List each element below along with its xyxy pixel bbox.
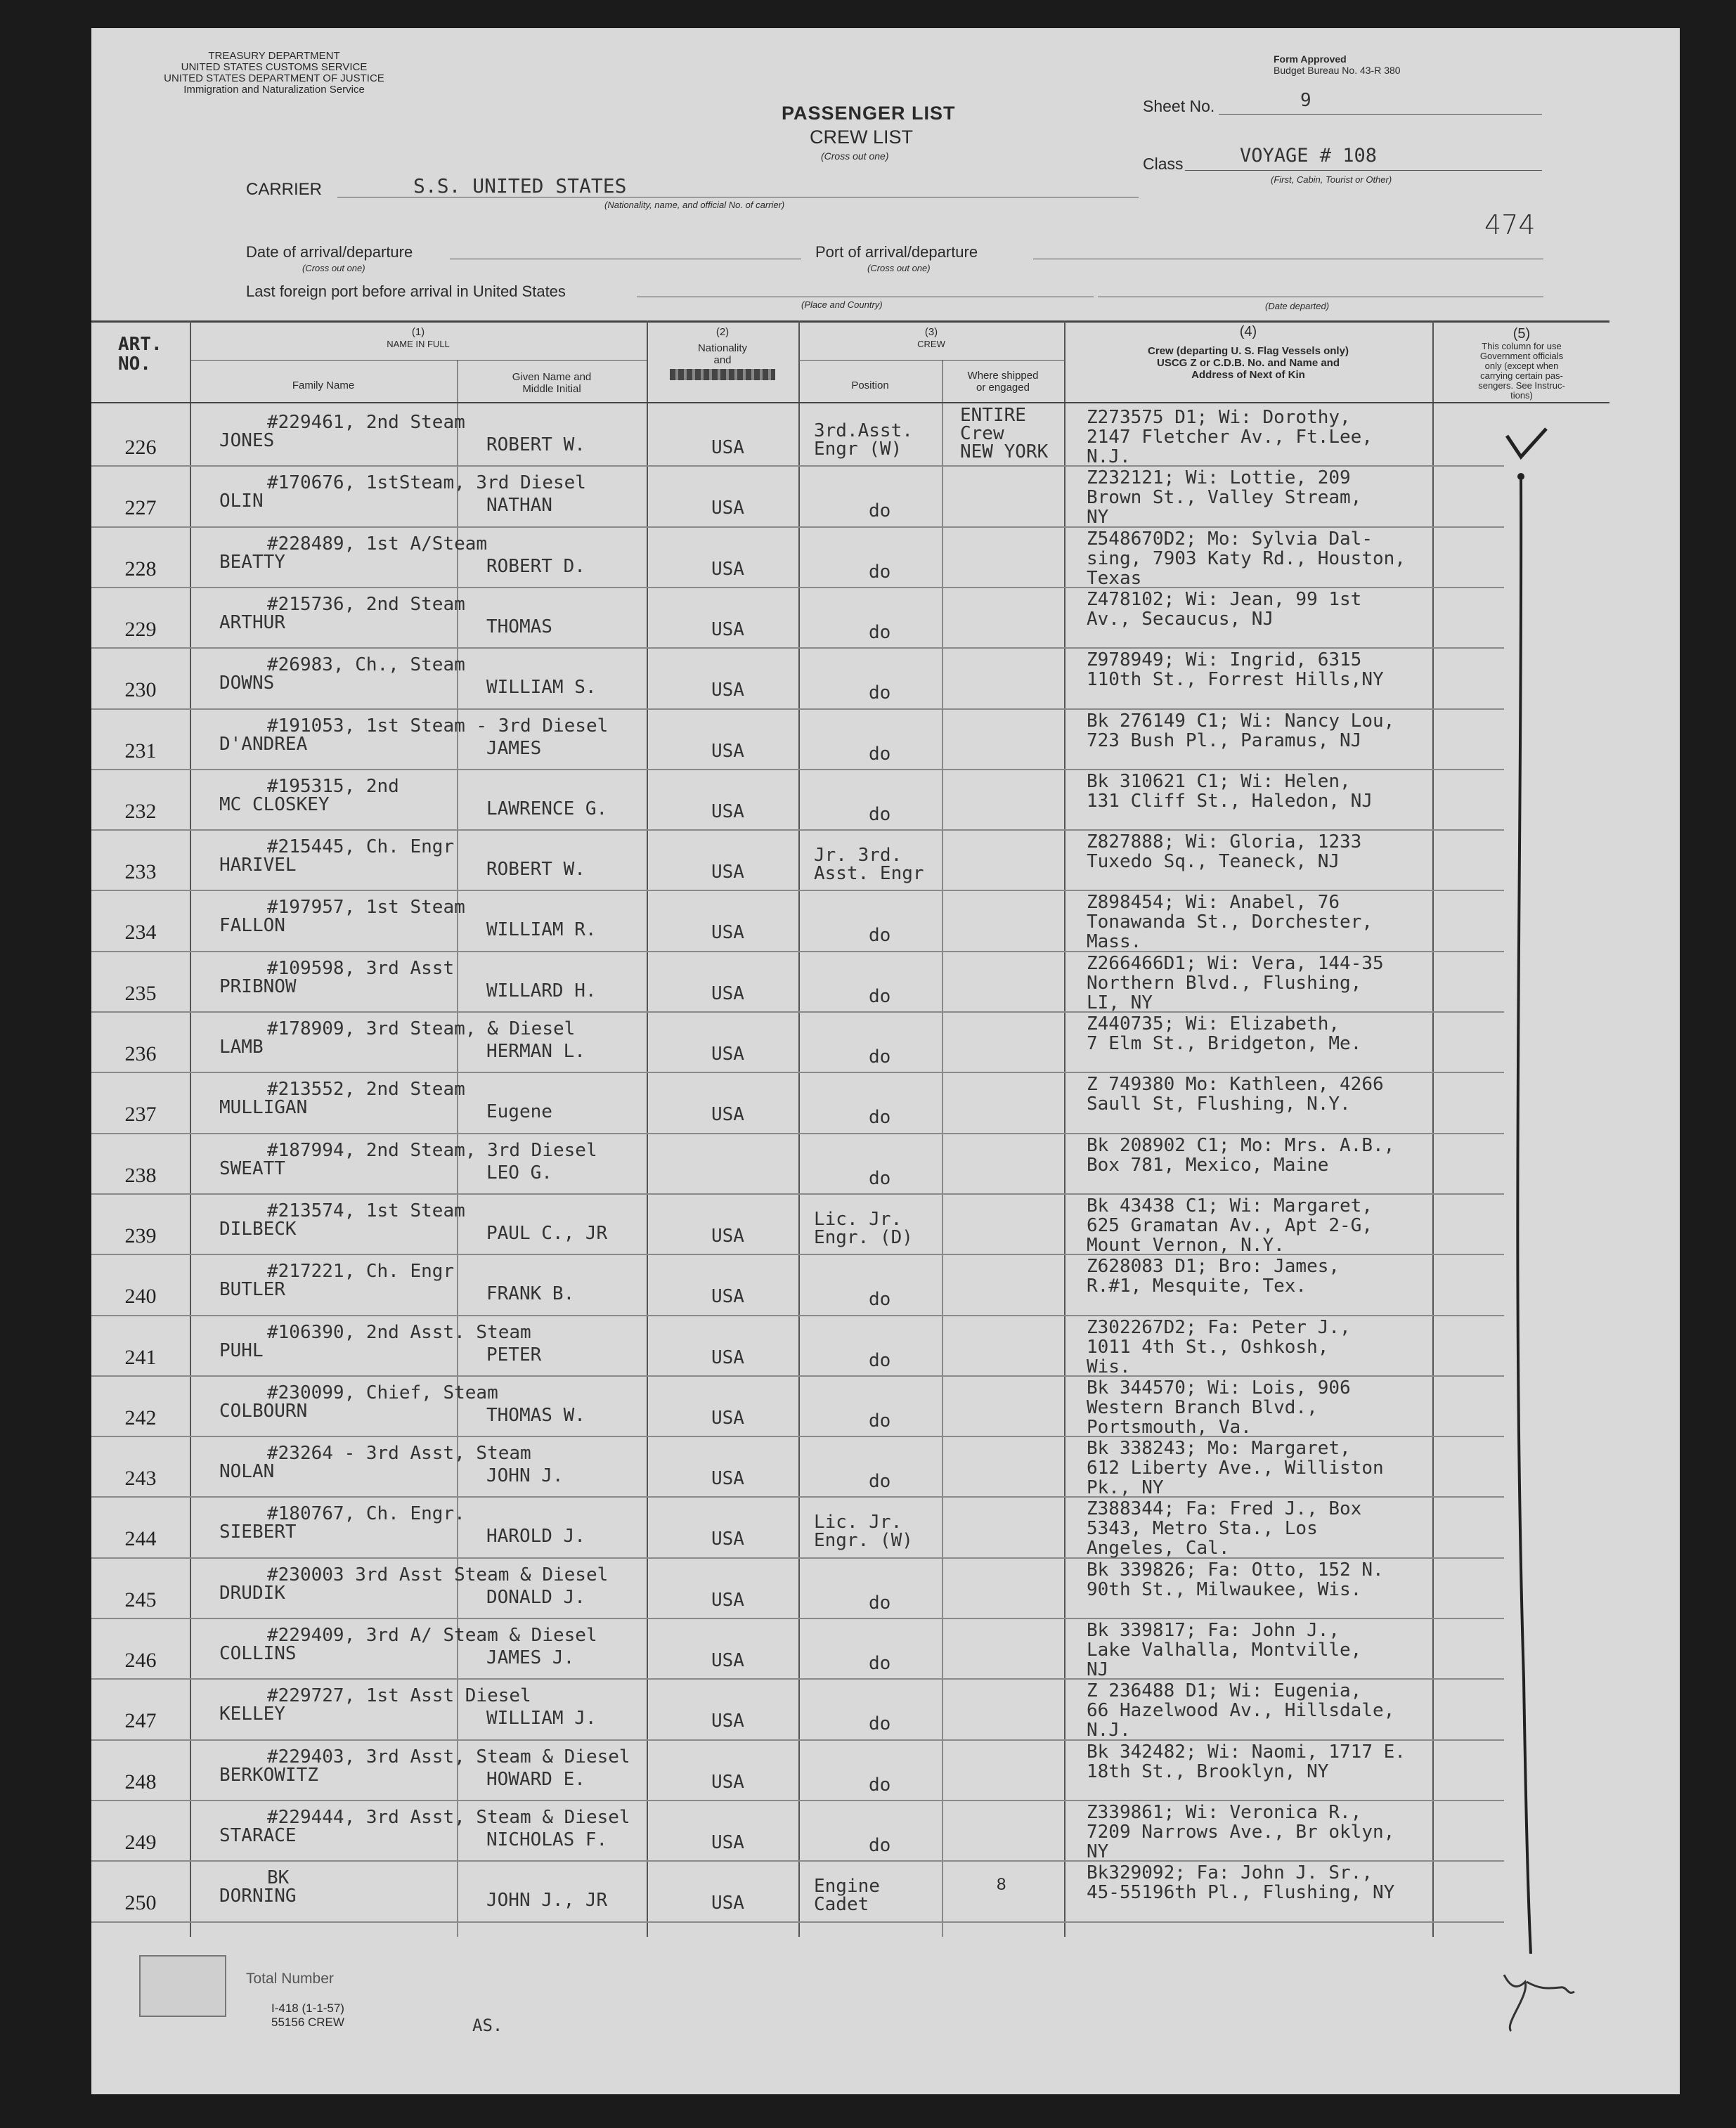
family-name: JONES [219,430,275,451]
position-header: Position [851,379,889,391]
nationality: USA [711,1529,744,1550]
art-number: 229 [124,617,157,641]
where-header [942,370,1064,394]
position: Lic. Jr. Engr. (D) [814,1208,913,1248]
given-name: HERMAN L. [486,1041,585,1062]
sheet-number: 9 [1300,90,1311,111]
next-of-kin: Z827888; Wi: Gloria, 1233 Tuxedo Sq., Teaneck, NJ [1087,831,1362,873]
col-divider-name [190,320,191,1937]
given-name: THOMAS W. [486,1404,585,1426]
col2-header [647,326,798,380]
col5-line: only (except when [1484,361,1559,371]
position: do [869,1107,891,1129]
given-name: NATHAN [486,495,552,517]
license-and-rating: #229444, 3rd Asst, Steam & Diesel [267,1806,630,1828]
nationality: USA [711,862,744,883]
next-of-kin: Z898454; Wi: Anabel, 76 Tonawanda St., Dorchester, Mass. [1087,892,1373,953]
license-and-rating: #230099, Chief, Steam [267,1382,498,1403]
row-divider [91,647,1504,649]
nationality: USA [711,1711,744,1732]
art-number: 242 [124,1406,157,1429]
given-name: JAMES J. [486,1647,575,1668]
row-divider [91,1618,1504,1619]
where-line: Where shipped [967,370,1039,382]
class-value: VOYAGE # 108 [1240,145,1378,167]
next-of-kin: Z628083 D1; Bro: James, R.#1, Mesquite, Tex. [1087,1256,1340,1297]
family-name: SWEATT [219,1157,285,1179]
total-number-box [139,1955,226,2017]
col3-header [798,326,1064,350]
total-number-label: Total Number [246,1971,334,1987]
class-label: Class [1143,155,1184,173]
position: do [869,500,891,522]
page-mark: 8 [997,1875,1006,1894]
nationality: USA [711,1225,744,1247]
subheader-line-1 [190,360,647,361]
nationality: USA [711,1347,744,1368]
row-divider [91,1921,1504,1923]
header-bottom-border [91,402,1609,403]
row-divider [91,769,1504,770]
given-name: Eugene [486,1101,552,1123]
col2-number: (2) [715,326,730,338]
class-underline [1185,170,1542,171]
position: Lic. Jr. Engr. (W) [814,1512,913,1552]
col3-title: CREW [917,339,945,349]
family-name: PUHL [219,1339,264,1361]
art-number: 244 [124,1527,157,1551]
art-number: 234 [124,921,157,945]
family-name: ARTHUR [219,611,285,633]
position: do [869,1774,891,1796]
nationality: USA [711,1468,744,1490]
license-and-rating: #197957, 1st Steam [267,897,465,919]
col1-number: (1) [411,326,425,338]
nationality: USA [711,437,744,458]
given-name: ROBERT D. [486,555,585,577]
license-and-rating: #230003 3rd Asst Steam & Diesel [267,1564,609,1585]
col4-line: Address of Next of Kin [1191,369,1305,381]
class-hint: (First, Cabin, Tourist or Other) [1271,174,1392,185]
art-number: 239 [124,1224,157,1247]
agency-line: UNITED STATES DEPARTMENT OF JUSTICE [164,72,384,84]
license-and-rating: #195315, 2nd [267,775,399,797]
position: Engine Cadet [814,1876,880,1916]
art-number: 238 [124,1163,157,1187]
position: do [869,925,891,947]
agency-line: UNITED STATES CUSTOMS SERVICE [181,61,368,73]
family-name: COLBOURN [219,1400,308,1422]
col3-number: (3) [924,326,938,338]
art-number: 240 [124,1285,157,1309]
nationality: USA [711,1044,744,1065]
passenger-list-title: PASSENGER LIST [782,103,956,124]
art-number: 245 [124,1588,157,1611]
art-number: 246 [124,1649,157,1672]
carrier-label: CARRIER [246,180,323,199]
nationality: USA [711,618,744,640]
col-divider-crew [798,320,800,1937]
given-name: NICHOLAS F. [486,1829,608,1850]
position: do [869,1713,891,1735]
nationality: USA [711,1831,744,1853]
given-name: PAUL C., JR [486,1222,608,1244]
given-name: WILLIAM R. [486,919,597,941]
col-divider-position [942,360,943,1937]
family-name: BUTLER [219,1279,285,1301]
position: do [869,1471,891,1493]
given-name: JAMES [486,737,542,759]
family-name: DRUDIK [219,1582,285,1604]
nationality: USA [711,498,744,519]
position: do [869,1410,891,1432]
art-number: 237 [124,1103,157,1127]
given-name: DONALD J. [486,1586,585,1608]
next-of-kin: Bk 339826; Fa: Otto, 152 N. 90th St., Milwaukee, Wis. [1087,1559,1384,1600]
license-and-rating: #229461, 2nd Steam [267,412,465,433]
nationality: USA [711,982,744,1004]
given-name: LAWRENCE G. [486,798,608,819]
table-top-border [91,320,1609,323]
row-divider [91,890,1504,891]
family-name: DORNING [219,1886,297,1907]
license-and-rating: BK [267,1867,290,1889]
art-number: 249 [124,1830,157,1854]
art-number: 233 [124,860,157,884]
next-of-kin: Bk 338243; Mo: Margaret, 612 Liberty Ave., Williston Pk., NY [1087,1438,1384,1499]
position: do [869,621,891,643]
position: do [869,985,891,1007]
given-name: LEO G. [486,1162,552,1183]
date-departed-hint: (Date departed) [1265,301,1330,311]
col1-title: NAME IN FULL [387,339,450,349]
nationality: USA [711,1407,744,1429]
row-divider [91,829,1504,831]
license-and-rating: #180767, Ch. Engr. [267,1503,465,1525]
col4-line: USCG Z or C.D.B. No. and Name and [1156,357,1340,369]
col2-struck-text [670,369,775,380]
license-and-rating: #109598, 3rd Asst [267,957,455,979]
license-and-rating: #106390, 2nd Asst. Steam [267,1321,531,1343]
given-name: FRANK B. [486,1283,575,1305]
family-name: COLLINS [219,1643,297,1664]
art-no-header [118,335,181,374]
position: Jr. 3rd. Asst. Engr [814,845,924,885]
carrier-value: S.S. UNITED STATES [413,174,627,197]
position: do [869,743,891,765]
license-and-rating: #191053, 1st Steam - 3rd Diesel [267,715,609,737]
family-name: DOWNS [219,673,275,694]
nationality: USA [711,740,744,762]
date-label: Date of arrival/departure [246,243,413,261]
agency-block [105,51,443,96]
family-name: MULLIGAN [219,1097,308,1119]
next-of-kin: Z232121; Wi: Lottie, 209 Brown St., Valley Stream, NY [1087,467,1362,528]
next-of-kin: Bk329092; Fa: John J. Sr., 45-55196th Pl., Flushing, NY [1087,1862,1395,1904]
place-hint: (Place and Country) [801,299,883,310]
position: do [869,803,891,825]
row-divider [91,1133,1504,1134]
art-number: 231 [124,739,157,763]
family-name: LAMB [219,1037,264,1058]
license-and-rating: #229403, 3rd Asst, Steam & Diesel [267,1746,630,1767]
last-port-label: Last foreign port before arrival in United States [246,283,566,300]
position: do [869,1592,891,1614]
art-number: 247 [124,1709,157,1733]
art-number: 235 [124,981,157,1005]
position: do [869,1046,891,1068]
art-number: 236 [124,1042,157,1065]
col5-line: sengers. See Instruc- [1478,380,1565,391]
art-number: 227 [124,496,157,520]
art-number: 250 [124,1891,157,1915]
position: 3rd.Asst. Engr (W) [814,420,913,460]
family-name: BEATTY [219,551,285,573]
next-of-kin: Bk 310621 C1; Wi: Helen, 131 Cliff St., Haledon, NJ [1087,770,1373,812]
form-approved: Form Approved [1274,53,1347,65]
date-hint: (Cross out one) [302,263,365,273]
given-name: JOHN J., JR [486,1890,608,1912]
given-name: HOWARD E. [486,1768,585,1790]
position: do [869,1834,891,1856]
position: do [869,682,891,704]
col5-line: Government officials [1479,351,1564,361]
position: do [869,1289,891,1311]
next-of-kin: Bk 342482; Wi: Naomi, 1717 E. 18th St., Brooklyn, NY [1087,1741,1406,1782]
next-of-kin: Bk 344570; Wi: Lois, 906 Western Branch Blvd., Portsmouth, Va. [1087,1377,1351,1438]
next-of-kin: Z 236488 D1; Wi: Eugenia, 66 Hazelwood Av., Hillsdale, N.J. [1087,1680,1395,1741]
next-of-kin: Bk 43438 C1; Wi: Margaret, 625 Gramatan Av., Apt 2-G, Mount Vernon, N.Y. [1087,1195,1373,1256]
row-divider [91,1193,1504,1195]
col2-line: and [713,354,732,366]
next-of-kin: Bk 208902 C1; Mo: Mrs. A.B., Box 781, Mexico, Maine [1087,1134,1395,1176]
license-and-rating: #213552, 2nd Steam [267,1079,465,1101]
given-name: WILLIAM J. [486,1708,597,1730]
next-of-kin: Z388344; Fa: Fred J., Box 5343, Metro Sta., Los Angeles, Cal. [1087,1498,1362,1559]
given-name-header [457,371,647,395]
family-name: OLIN [219,491,264,512]
next-of-kin: Bk 339817; Fa: John J., Lake Valhalla, Montville, NJ [1087,1620,1362,1680]
page-number: 474 [1484,209,1536,240]
given-name: WILLIAM S. [486,677,597,699]
nationality: USA [711,800,744,822]
nationality: USA [711,1104,744,1126]
col-divider-nationality [647,320,648,1937]
family-name: SIEBERT [219,1522,297,1543]
where-engaged: ENTIRE Crew NEW YORK [960,405,1049,462]
col5-line: tions) [1510,390,1533,401]
nationality: USA [711,1589,744,1611]
family-name: STARACE [219,1824,297,1846]
form-id: I-418 (1-1-57) [271,2002,344,2015]
next-of-kin: Z302267D2; Fa: Peter J., 1011 4th St., Oshkosh, Wis. [1087,1316,1351,1377]
nationality: USA [711,922,744,944]
port-hint: (Cross out one) [867,263,931,273]
license-and-rating: #26983, Ch., Steam [267,654,465,676]
nationality: USA [711,1771,744,1793]
family-name: PRIBNOW [219,975,297,997]
next-of-kin: Z 749380 Mo: Kathleen, 4266 Saull St, Flushing, N.Y. [1087,1074,1384,1115]
license-and-rating: #178909, 3rd Steam, & Diesel [267,1018,576,1039]
family-name: DILBECK [219,1218,297,1240]
art-no-label: ART. NO. [118,334,162,375]
where-line: or engaged [976,382,1030,394]
agency-line: Immigration and Naturalization Service [183,84,365,96]
license-and-rating: #215445, Ch. Engr [267,836,455,858]
given-name: THOMAS [486,616,552,637]
agency-line: TREASURY DEPARTMENT [208,50,340,62]
nationality: USA [711,1650,744,1671]
license-and-rating: #215736, 2nd Steam [267,593,465,615]
row-divider [91,1072,1504,1073]
family-name: HARIVEL [219,855,297,876]
license-and-rating: #228489, 1st A/Steam [267,533,488,554]
art-number: 226 [124,436,157,459]
art-number: 232 [124,799,157,823]
art-number: 241 [124,1345,157,1369]
license-and-rating: #229727, 1st Asst Diesel [267,1685,531,1707]
art-number: 230 [124,678,157,702]
col-divider-official [1432,320,1434,1937]
next-of-kin: Z339861; Wi: Veronica R., 7209 Narrows Ave., Br oklyn, NY [1087,1801,1395,1862]
next-of-kin: Z266466D1; Wi: Vera, 144-35 Northern Blvd., Flushing, LI, NY [1087,952,1384,1013]
license-and-rating: #217221, Ch. Engr [267,1261,455,1283]
art-number: 228 [124,557,157,580]
family-name: BERKOWITZ [219,1764,318,1786]
license-and-rating: #213574, 1st Steam [267,1200,465,1221]
given-name: WILLARD H. [486,980,597,1001]
license-and-rating: #187994, 2nd Steam, 3rd Diesel [267,1139,597,1161]
col4-number: (4) [1239,324,1257,339]
col4-line: Crew (departing U. S. Flag Vessels only) [1148,345,1349,357]
given-name-line: Middle Initial [522,383,581,395]
col2-line: Nationality [697,342,748,354]
license-and-rating: #23264 - 3rd Asst, Steam [267,1443,531,1465]
crew-list-title: CREW LIST [810,126,914,148]
art-number: 248 [124,1770,157,1793]
family-name: MC CLOSKEY [219,793,330,815]
given-name: ROBERT W. [486,859,585,881]
next-of-kin: Z548670D2; Mo: Sylvia Dal- sing, 7903 Katy Rd., Houston, Texas [1087,528,1406,589]
position: do [869,561,891,583]
cross-out-hint: (Cross out one) [821,150,889,162]
given-name: JOHN J. [486,1465,564,1487]
sheet-label: Sheet No. [1143,97,1215,115]
col4-header [1064,326,1432,381]
given-name-line: Given Name and [512,371,592,383]
subheader-line-3 [798,360,1064,361]
position: do [869,1349,891,1371]
given-name: PETER [486,1344,542,1365]
col-divider-kin [1064,320,1065,1937]
next-of-kin: Z478102; Wi: Jean, 99 1st Av., Secaucus, NJ [1087,588,1362,630]
art-number: 243 [124,1467,157,1491]
next-of-kin: Z978949; Wi: Ingrid, 6315 110th St., Forrest Hills,NY [1087,649,1384,691]
position: do [869,1653,891,1674]
col5-number: (5) [1512,326,1531,342]
sheet-underline [1219,114,1542,115]
budget-bureau: Budget Bureau No. 43-R 380 [1274,65,1401,76]
nationality: USA [711,558,744,580]
col5-line: This column for use [1482,341,1562,351]
carrier-hint: (Nationality, name, and official No. of carrier) [604,200,785,210]
row-divider [91,1800,1504,1801]
family-name-header: Family Name [292,379,355,391]
given-name: HAROLD J. [486,1526,585,1548]
col5-line: carrying certain pas- [1480,370,1563,381]
col5-header [1434,326,1609,401]
crew-code: 55156 CREW [271,2016,344,2029]
family-name: KELLEY [219,1704,285,1725]
row-divider [91,708,1504,710]
family-name: NOLAN [219,1461,275,1483]
license-and-rating: #229409, 3rd A/ Steam & Diesel [267,1625,597,1646]
nationality: USA [711,1286,744,1308]
col1-header [190,326,647,350]
family-name: D'ANDREA [219,733,308,755]
nationality: USA [711,680,744,701]
given-name: ROBERT W. [486,434,585,455]
official-check-mark-icon [1462,415,1588,2052]
next-of-kin: Z440735; Wi: Elizabeth, 7 Elm St., Bridgeton, Me. [1087,1013,1362,1054]
license-and-rating: #170676, 1stSteam, 3rd Diesel [267,472,586,494]
initials: AS. [472,2016,503,2035]
row-divider [91,1315,1504,1316]
port-label: Port of arrival/departure [815,243,978,261]
next-of-kin: Z273575 D1; Wi: Dorothy, 2147 Fletcher Av., Ft.Lee, N.J. [1087,407,1373,467]
nationality: USA [711,1893,744,1914]
position: do [869,1167,891,1189]
family-name: FALLON [219,915,285,937]
next-of-kin: Bk 276149 C1; Wi: Nancy Lou, 723 Bush Pl., Paramus, NJ [1087,710,1395,751]
